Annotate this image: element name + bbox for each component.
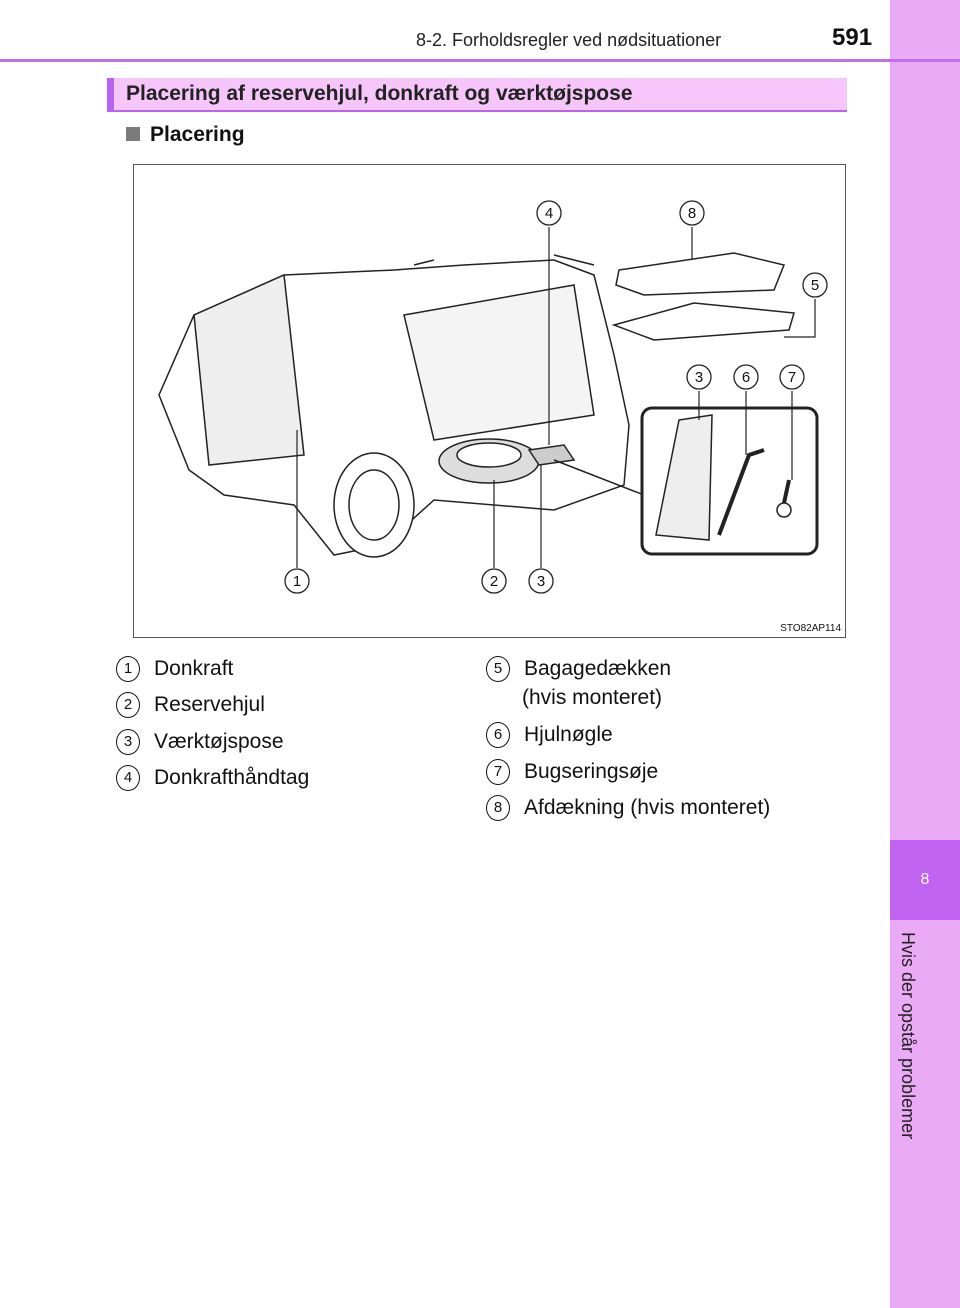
legend-item [116, 765, 309, 791]
section-heading [107, 78, 847, 112]
legend-number: 8 [486, 795, 510, 821]
legend-label: Afdækning (hvis monteret) [524, 796, 771, 819]
legend-item [486, 795, 770, 821]
luggage-cover [614, 303, 794, 340]
legend-item [486, 759, 658, 785]
callout-3-inset: 3 [694, 369, 704, 386]
subsection-heading [126, 123, 245, 147]
page-number: 591 [832, 24, 873, 51]
square-bullet-icon [126, 127, 140, 141]
legend-number: 3 [116, 729, 140, 755]
subsection-title: Placering [150, 123, 245, 146]
legend-label: Donkrafthåndtag [154, 766, 310, 789]
callout-5: 5 [810, 277, 820, 294]
legend-item [116, 692, 265, 718]
header-divider [0, 59, 960, 62]
legend-number: 7 [486, 759, 510, 785]
callout-8: 8 [687, 205, 697, 222]
legend-number: 6 [486, 722, 510, 748]
legend-label: Værktøjspose [154, 730, 284, 753]
legend-label: (hvis monteret) [522, 686, 663, 709]
legend-label: Bagagedækken [524, 657, 672, 680]
callout-4: 4 [544, 205, 554, 222]
callout-6: 6 [741, 369, 751, 386]
figure-code: STO82AP114 [780, 623, 841, 634]
legend-number: 2 [116, 692, 140, 718]
legend-item [486, 656, 671, 682]
legend-label: Hjulnøgle [524, 723, 613, 746]
legend-label: Bugseringsøje [524, 760, 659, 783]
legend-item [116, 656, 233, 682]
legend-item [486, 722, 613, 748]
callout-3: 3 [536, 573, 546, 590]
callout-7: 7 [787, 369, 797, 386]
running-title: 8-2. Forholdsregler ved nødsituationer [416, 30, 722, 50]
callout-1: 1 [292, 573, 302, 590]
legend-label: Reservehjul [154, 693, 265, 716]
chapter-title: Hvis der opstår problemer [898, 932, 918, 1140]
illustration-frame [133, 164, 846, 638]
car-spare-tire-illustration [134, 165, 845, 637]
section-title: Placering af reservehjul, donkraft og værktøjspose [126, 82, 633, 105]
chapter-number: 8 [920, 871, 930, 888]
tonneau-cover [616, 253, 784, 295]
legend-item [116, 729, 284, 755]
chapter-tab[interactable] [890, 840, 960, 920]
legend-number: 5 [486, 656, 510, 682]
legend-number: 4 [116, 765, 140, 791]
legend-item-continued [522, 686, 662, 710]
legend-number: 1 [116, 656, 140, 682]
rear-wheel [334, 453, 414, 557]
callout-2: 2 [489, 573, 499, 590]
legend-label: Donkraft [154, 657, 234, 680]
